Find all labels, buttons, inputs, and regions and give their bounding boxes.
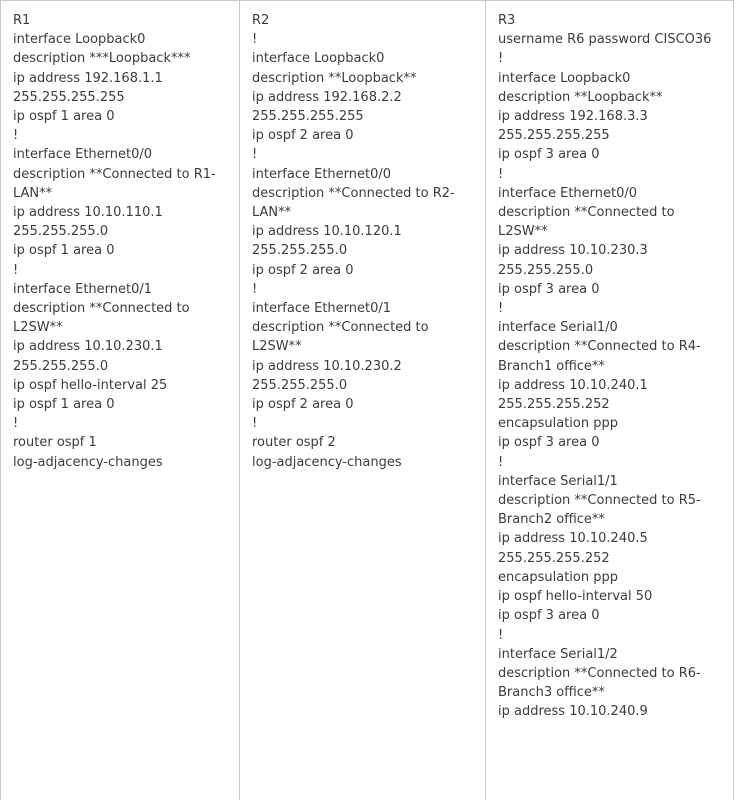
config-line: ! [13,262,19,278]
config-line: ip ospf 2 area 0 [252,397,354,413]
config-line: 255.255.255.252 [498,397,610,413]
config-line: ip address 192.168.1.1 [13,70,163,86]
config-line: 255.255.255.0 [498,262,594,278]
config-lines-r3 [498,30,721,721]
config-line: Branch2 office** [498,512,605,528]
config-line: description **Connected to R4- [498,339,701,355]
config-line: L2SW** [498,224,548,240]
config-line: 255.255.255.255 [13,89,125,105]
config-line: description ***Loopback*** [13,51,191,67]
config-line: username R6 password CISCO36 [498,32,712,48]
config-lines-r2 [252,30,473,472]
config-line: interface Ethernet0/0 [498,185,638,201]
config-line: LAN** [13,185,53,201]
config-line: log-adjacency-changes [252,454,402,470]
config-line: interface Ethernet0/1 [13,281,153,297]
config-line: ip address 10.10.230.2 [252,358,402,374]
config-line: 255.255.255.0 [13,224,109,240]
config-line: ! [498,301,504,317]
config-line: ! [252,147,258,163]
config-line: ! [498,454,504,470]
config-line: ip ospf 1 area 0 [13,243,115,259]
config-line: LAN** [252,205,292,221]
config-line: encapsulation ppp [498,416,618,432]
config-column-r1 [1,1,240,800]
config-line: ip ospf 1 area 0 [13,109,115,125]
config-line: description **Loopback** [498,89,663,105]
config-line: ! [498,51,504,67]
config-line: ! [13,128,19,144]
config-line: interface Loopback0 [13,32,146,48]
config-column-r3 [486,1,733,800]
config-line: router ospf 2 [252,435,336,451]
config-line: 255.255.255.0 [252,243,348,259]
config-line: ip ospf 2 area 0 [252,128,354,144]
config-line: L2SW** [13,320,63,336]
config-line: ip ospf hello-interval 25 [13,377,168,393]
config-line: description **Connected to [252,320,429,336]
config-line: description **Connected to R1- [13,166,216,182]
config-line: ip ospf 3 area 0 [498,435,600,451]
config-line: ! [252,416,258,432]
config-line: description **Connected to R5- [498,493,701,509]
config-line: 255.255.255.255 [252,109,364,125]
config-line: description **Connected to R6- [498,665,701,681]
config-line: 255.255.255.255 [498,128,610,144]
config-line: ip address 10.10.240.1 [498,377,648,393]
config-line: ! [498,166,504,182]
config-line: ip address 10.10.240.5 [498,531,648,547]
config-line: ! [498,627,504,643]
config-line: Branch3 office** [498,685,605,701]
config-line: ip address 192.168.2.2 [252,89,402,105]
config-line: ip address 192.168.3.3 [498,109,648,125]
config-line: interface Loopback0 [498,70,631,86]
config-line: ip address 10.10.120.1 [252,224,402,240]
router-name-r2: R2 [252,13,270,28]
config-line: ip address 10.10.110.1 [13,205,163,221]
config-line: ip ospf 1 area 0 [13,397,115,413]
config-line: ip ospf 3 area 0 [498,608,600,624]
config-line: ! [13,416,19,432]
config-line: ! [252,32,258,48]
config-line: interface Ethernet0/0 [252,166,392,182]
config-line: description **Loopback** [252,70,417,86]
router-name-r3: R3 [498,13,516,28]
config-line: 255.255.255.0 [252,377,348,393]
config-line: interface Serial1/0 [498,320,618,336]
config-line: log-adjacency-changes [13,454,163,470]
config-line: ip ospf 2 area 0 [252,262,354,278]
config-line: 255.255.255.0 [13,358,109,374]
config-line: ip address 10.10.230.1 [13,339,163,355]
config-line: interface Serial1/1 [498,473,618,489]
config-line: interface Ethernet0/0 [13,147,153,163]
config-line: ip ospf hello-interval 50 [498,589,653,605]
config-line: router ospf 1 [13,435,97,451]
config-line: description **Connected to [498,205,675,221]
config-line: Branch1 office** [498,358,605,374]
config-line: L2SW** [252,339,302,355]
config-line: ip ospf 3 area 0 [498,281,600,297]
config-line: ! [252,281,258,297]
config-line: encapsulation ppp [498,569,618,585]
config-column-r2 [240,1,486,800]
config-line: interface Serial1/2 [498,646,618,662]
config-line: ip address 10.10.230.3 [498,243,648,259]
router-name-r1: R1 [13,13,31,28]
config-line: ip address 10.10.240.9 [498,704,648,720]
config-line: description **Connected to [13,301,190,317]
config-lines-r1 [13,30,227,472]
config-line: ip ospf 3 area 0 [498,147,600,163]
config-line: 255.255.255.252 [498,550,610,566]
config-line: interface Ethernet0/1 [252,301,392,317]
config-line: interface Loopback0 [252,51,385,67]
config-line: description **Connected to R2- [252,185,455,201]
